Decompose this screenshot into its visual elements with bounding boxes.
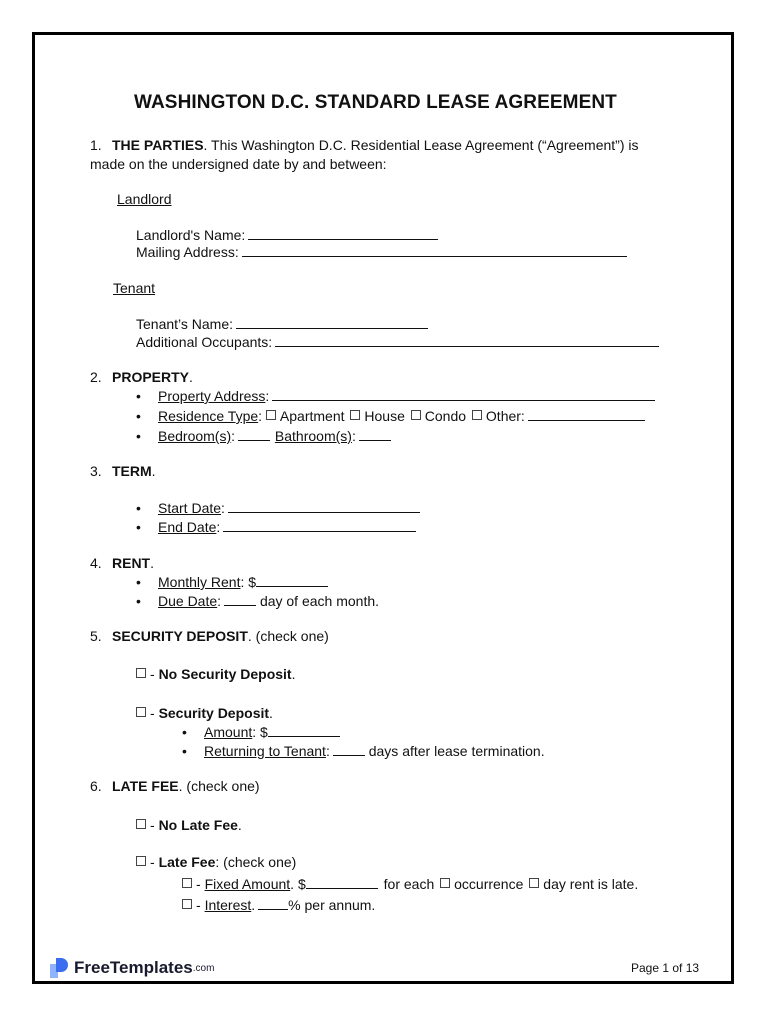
mailing-address-row: [136, 243, 627, 261]
section-heading: LATE FEE: [112, 778, 179, 794]
deposit-amount-row: • Amount: $: [182, 723, 340, 741]
end-date-row: • End Date:: [136, 518, 416, 536]
section-rent-heading: 4. RENT.: [90, 555, 155, 571]
section-number: 5.: [90, 628, 102, 644]
residence-type-label: Residence Type: [158, 408, 259, 424]
monthly-rent-label: Monthly Rent: [158, 574, 241, 590]
late-fee-label: Late Fee: [158, 854, 216, 870]
interest-field[interactable]: [258, 896, 288, 910]
section-deposit-heading: [90, 627, 329, 645]
no-deposit-label: No Security Deposit: [158, 666, 292, 682]
section-heading: THE PARTIES: [112, 137, 204, 153]
no-deposit-row: - No Security Deposit.: [136, 665, 295, 683]
day-late-label: day rent is late.: [543, 876, 639, 892]
deposit-row: - Security Deposit.: [136, 704, 273, 722]
day-late-checkbox[interactable]: [529, 878, 539, 888]
other-checkbox[interactable]: [472, 410, 482, 420]
logo-text: FreeTemplates: [74, 958, 193, 977]
for-each-text: for each: [383, 876, 435, 892]
mailing-address-label: Mailing Address:: [136, 244, 239, 260]
bedroom-field[interactable]: [238, 427, 270, 441]
due-date-field[interactable]: [224, 592, 256, 606]
check-one-note: . (check one): [178, 778, 260, 794]
apartment-label: Apartment: [279, 408, 345, 424]
section-number: 6.: [90, 778, 102, 794]
monthly-rent-row: • Monthly Rent: $: [136, 573, 328, 591]
late-fee-checkbox[interactable]: [136, 856, 146, 866]
logo-icon: [50, 958, 70, 978]
check-one-note: . (check one): [247, 628, 329, 644]
interest-suffix: % per annum.: [288, 897, 376, 913]
section-term-heading: 3. TERM.: [90, 463, 156, 479]
section-property-heading: 2. PROPERTY.: [90, 369, 193, 385]
mailing-address-field[interactable]: [242, 243, 627, 257]
bathroom-field[interactable]: [359, 427, 391, 441]
end-date-label: End Date: [158, 519, 217, 535]
section-number: 2.: [90, 369, 102, 385]
late-fee-row: - Late Fee: (check one): [136, 853, 296, 871]
landlord-name-label: Landlord's Name:: [136, 227, 246, 243]
monthly-rent-field[interactable]: [256, 573, 328, 587]
logo-domain: .com: [192, 962, 215, 974]
bathroom-label: Bathroom(s): [274, 428, 352, 444]
tenant-name-label: Tenant’s Name:: [136, 316, 234, 332]
due-date-label: Due Date: [158, 593, 218, 609]
section-number: 3.: [90, 463, 102, 479]
residence-type-row: • Residence Type: Apartment House Condo Other:: [136, 407, 645, 425]
bedroom-label: Bedroom(s): [158, 428, 232, 444]
condo-checkbox[interactable]: [411, 410, 421, 420]
end-date-field[interactable]: [223, 518, 416, 532]
start-date-row: • Start Date:: [136, 499, 420, 517]
start-date-field[interactable]: [228, 499, 420, 513]
occupants-label: Additional Occupants:: [136, 334, 273, 350]
deposit-amount-field[interactable]: [268, 723, 340, 737]
returning-label: Returning to Tenant: [204, 743, 326, 759]
no-deposit-checkbox[interactable]: [136, 668, 146, 678]
property-address-field[interactable]: [272, 387, 655, 401]
returning-suffix: days after lease termination.: [368, 743, 545, 759]
fixed-dollar: . $: [290, 876, 306, 892]
section-number: 1.: [90, 137, 102, 153]
section-heading: SECURITY DEPOSIT: [112, 628, 248, 644]
deposit-amount-label: Amount: [204, 724, 253, 740]
no-late-fee-checkbox[interactable]: [136, 819, 146, 829]
property-address-label: Property Address: [158, 388, 266, 404]
landlord-heading: Landlord: [117, 191, 172, 207]
deposit-checkbox[interactable]: [136, 707, 146, 717]
deposit-label: Security Deposit: [158, 705, 270, 721]
due-date-suffix: day of each month.: [259, 593, 380, 609]
occupants-row: [136, 333, 659, 351]
section-parties-line1: [90, 136, 639, 154]
due-date-row: • Due Date: day of each month.: [136, 593, 380, 609]
section-heading: TERM: [112, 463, 152, 479]
occurrence-label: occurrence: [454, 876, 524, 892]
section-heading: RENT: [112, 555, 151, 571]
house-label: House: [364, 408, 405, 424]
no-late-fee-row: - No Late Fee.: [136, 816, 242, 834]
returning-row: • Returning to Tenant: days after lease termination.: [182, 743, 545, 759]
landlord-name-field[interactable]: [248, 226, 438, 240]
fixed-amount-checkbox[interactable]: [182, 878, 192, 888]
tenant-name-field[interactable]: [236, 315, 428, 329]
section-parties-line2: made on the undersigned date by and between:: [90, 156, 387, 172]
no-late-fee-label: No Late Fee: [158, 817, 238, 833]
interest-row: - Interest. % per annum.: [182, 896, 375, 914]
property-address-row: • Property Address:: [136, 387, 655, 405]
occupants-field[interactable]: [275, 333, 659, 347]
page-number: Page 1 of 13: [631, 961, 700, 975]
section-heading: PROPERTY: [112, 369, 190, 385]
document-title: WASHINGTON D.C. STANDARD LEASE AGREEMENT: [134, 92, 617, 113]
landlord-name-row: [136, 226, 438, 244]
section-text: . This Washington D.C. Residential Lease Agreement (“Agreement”) is: [203, 137, 639, 153]
freetemplates-logo: [50, 958, 214, 978]
condo-label: Condo: [424, 408, 467, 424]
interest-label: Interest: [204, 897, 252, 913]
fixed-amount-label: Fixed Amount: [204, 876, 291, 892]
section-late-fee-heading: [90, 777, 260, 795]
tenant-heading: Tenant: [113, 280, 156, 296]
late-fee-check-note: : (check one): [215, 854, 297, 870]
dollar-sign: : $: [240, 574, 257, 590]
fixed-amount-row: - Fixed Amount. $ for each occurrence day rent is late.: [182, 875, 638, 893]
apartment-checkbox[interactable]: [266, 410, 276, 420]
other-label: Other:: [485, 408, 525, 424]
other-field[interactable]: [528, 407, 645, 421]
tenant-name-row: [136, 315, 428, 333]
start-date-label: Start Date: [158, 500, 222, 516]
section-number: 4.: [90, 555, 102, 571]
occurrence-checkbox[interactable]: [440, 878, 450, 888]
house-checkbox[interactable]: [350, 410, 360, 420]
interest-checkbox[interactable]: [182, 899, 192, 909]
returning-field[interactable]: [333, 742, 365, 756]
fixed-amount-field[interactable]: [306, 875, 378, 889]
bed-bath-row: • Bedroom(s): Bathroom(s):: [136, 427, 391, 445]
